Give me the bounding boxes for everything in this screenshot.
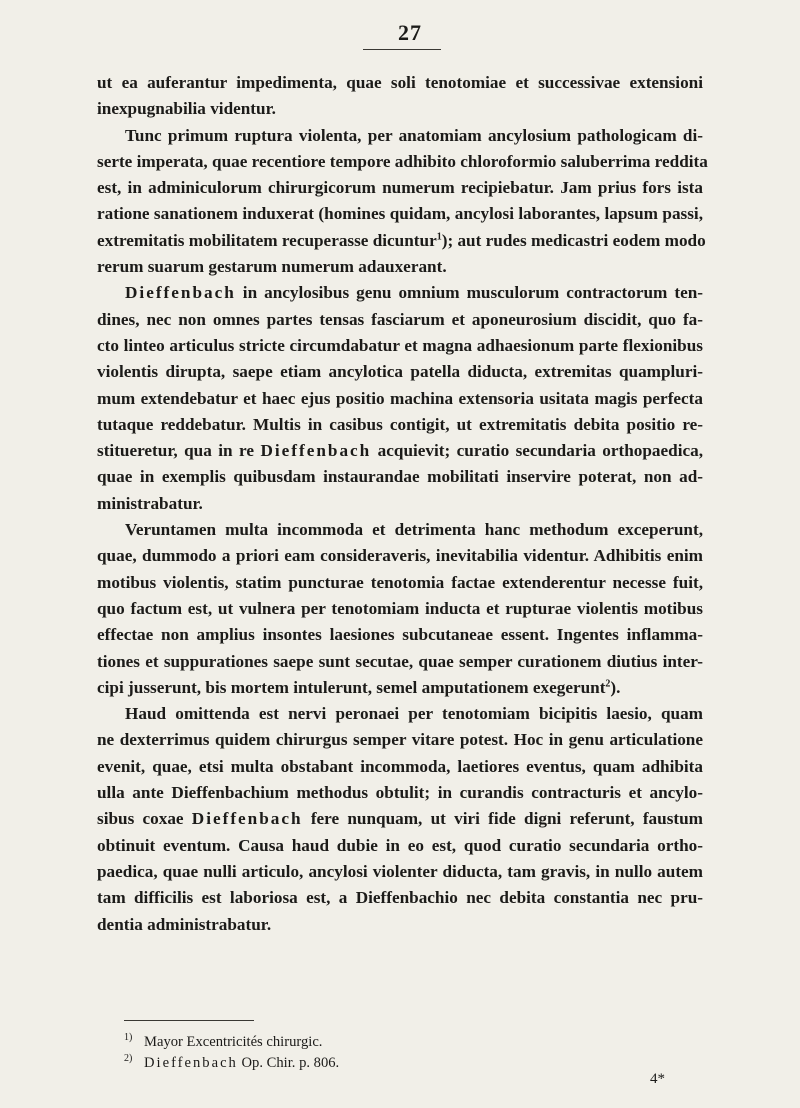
- text-line: [97, 228, 706, 254]
- text-line: Haud omittenda est nervi peronaei per tenotomiam bicipitis laesio, quam: [125, 704, 703, 724]
- text-line: serte imperata, quae recentiore tempore adhibito chloroformio saluberrima reddita: [97, 151, 708, 171]
- text-line: Tunc primum ruptura violenta, per anatomiam ancylosium pathologicam di-: [125, 125, 703, 145]
- text-line: mum extendebatur et haec ejus positio machina extensoria usitata magis perfecta: [97, 388, 703, 408]
- text-segment: sibus coxae: [97, 809, 192, 829]
- text-line: ne dexterrimus quidem chirurgus semper vitare potest. Hoc in genu articulatione: [97, 730, 703, 750]
- body-text: [97, 70, 708, 938]
- text-line: motibus violentis, statim puncturae tenotomia factae extenderentur necesse fuit,: [97, 572, 703, 592]
- text-line: rerum suarum gestarum numerum adauxerant.: [97, 257, 447, 277]
- footnote-reference: 1: [436, 231, 442, 243]
- text-line: [97, 438, 703, 464]
- page-number-rule: [363, 49, 441, 50]
- text-segment: stitueretur, qua in re: [97, 441, 261, 461]
- text-line: est, in adminiculorum chirurgicorum numerum recipiebatur. Jam prius fors ista: [97, 178, 703, 198]
- text-line: obtinuit eventum. Causa haud dubie in eo est, quod curatio secundaria ortho-: [97, 835, 703, 855]
- footnote-2: 2) Dieffenbach Op. Chir. p. 806.: [124, 1053, 340, 1071]
- text-line: evenit, quae, etsi multa obstabant incommoda, laetiores eventus, quam adhibita: [97, 756, 703, 776]
- text-line: Veruntamen multa incommoda et detrimenta hanc methodum exceperunt,: [125, 520, 703, 540]
- page-number: 27: [398, 20, 422, 45]
- author-name: Dieffenbach: [191, 809, 303, 829]
- text-line: tam difficilis est laboriosa est, a Dieffenbachio nec debita constantia nec pru-: [97, 888, 703, 908]
- author-name: Dieffenbach: [125, 283, 236, 303]
- text-line: ulla ante Dieffenbachium methodus obtulit; in curandis contracturis et ancylo-: [97, 783, 703, 803]
- text-segment: fere nunquam, ut viri fide digni referunt, faustum: [302, 809, 703, 829]
- text-line: dentia administrabatur.: [97, 914, 272, 934]
- text-line: [97, 675, 703, 701]
- text-line: [97, 280, 703, 306]
- footnote-text: Mayor Excentricités chirurgic.: [144, 1034, 323, 1050]
- text-line: quo factum est, ut vulnera per tenotomiam inducta et rupturae violentis motibus: [97, 598, 703, 618]
- text-line: effectae non amplius insontes laesiones subcutaneae essent. Ingentes inflamma-: [97, 625, 703, 645]
- text-segment: ); aut rudes medicastri eodem modo: [441, 230, 706, 250]
- text-line: cto linteo articulus stricte circumdabatur et magna adhaesionum parte flexionibus: [97, 335, 703, 355]
- footnote-text: Op. Chir. p. 806.: [237, 1055, 340, 1071]
- text-line: quae, dummodo a priori eam consideraveris, inevitabilia videntur. Adhibitis enim: [97, 546, 703, 566]
- text-line: paedica, quae nulli articulo, ancylosi violenter diducta, tam gravis, in nullo autem: [97, 861, 703, 881]
- text-line: ratione sanationem induxerat (homines quidam, ancylosi laborantes, lapsum passi,: [97, 204, 703, 224]
- text-segment: ).: [610, 677, 621, 697]
- author-name: Dieffenbach: [144, 1055, 238, 1071]
- text-line: violentis dirupta, saepe etiam ancylotica patella diducta, extremitas quampluri-: [97, 362, 703, 382]
- text-line: ministrabatur.: [97, 493, 203, 513]
- text-line: tiones et suppurationes saepe sunt secutae, quae semper curationem diutius inter-: [97, 651, 703, 671]
- text-line: ut ea auferantur impedimenta, quae soli tenotomiae et successivae extensioni: [97, 73, 703, 92]
- text-segment: extremitatis mobilitatem recuperasse dicuntur: [97, 230, 437, 250]
- text-segment: in ancylosibus genu omnium musculorum contractorum ten-: [235, 283, 703, 303]
- footnotes: [124, 1032, 624, 1074]
- signature-mark: 4*: [650, 1071, 665, 1087]
- text-line: dines, nec non omnes partes tensas fasciarum et aponeurosium discidit, quo fa-: [97, 309, 703, 329]
- author-name: Dieffenbach: [260, 441, 372, 461]
- text-line: [97, 806, 703, 832]
- text-segment: cipi jusserunt, bis mortem intulerunt, semel amputationem exegerunt: [97, 677, 606, 697]
- text-line: tutaque reddebatur. Multis in casibus contigit, ut extremitatis debita positio re-: [97, 414, 703, 434]
- text-segment: acquievit; curatio secundaria orthopaedica,: [371, 441, 704, 461]
- text-line: quae in exemplis quibusdam instaurandae mobilitati inservire poterat, non ad-: [97, 467, 703, 487]
- text-line: inexpugnabilia videntur.: [97, 99, 276, 119]
- footnote-reference: 2: [605, 678, 611, 690]
- footnote-rule: [124, 1020, 254, 1021]
- footnote-1: 1) Mayor Excentricités chirurgic.: [124, 1032, 323, 1050]
